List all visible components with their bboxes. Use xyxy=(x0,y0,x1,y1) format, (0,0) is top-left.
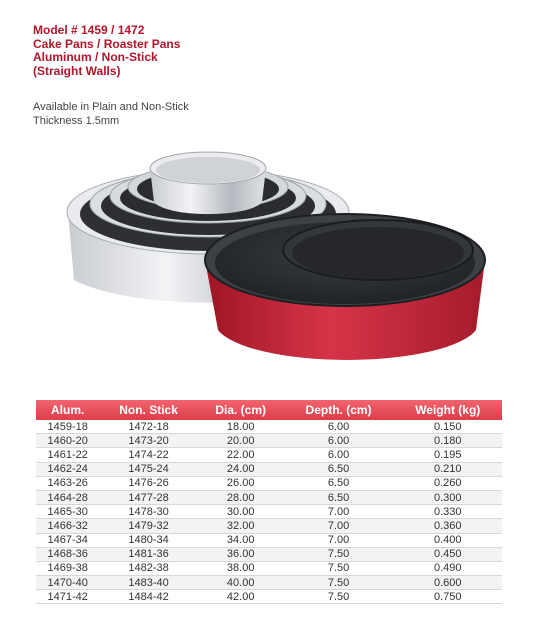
table-row xyxy=(36,448,502,462)
cell-diameter: 28.00 xyxy=(198,490,284,504)
cell-diameter: 22.00 xyxy=(198,448,284,462)
col-weight: Weight (kg) xyxy=(393,400,502,420)
cell-non-stick: 1483-40 xyxy=(99,576,197,590)
cell-non-stick: 1473-20 xyxy=(99,434,197,448)
cell-weight: 0.330 xyxy=(393,505,502,519)
cell-weight: 0.750 xyxy=(393,590,502,604)
cell-diameter: 36.00 xyxy=(198,547,284,561)
cell-diameter: 20.00 xyxy=(198,434,284,448)
cell-weight: 0.360 xyxy=(393,519,502,533)
cell-non-stick: 1480-34 xyxy=(99,533,197,547)
cell-depth: 7.50 xyxy=(284,561,394,575)
table-row xyxy=(36,490,502,504)
cell-depth: 6.00 xyxy=(284,448,394,462)
cell-non-stick: 1481-36 xyxy=(99,547,197,561)
cell-alum: 1468-36 xyxy=(36,547,99,561)
cell-diameter: 24.00 xyxy=(198,462,284,476)
table-row xyxy=(36,434,502,448)
cell-non-stick: 1476-26 xyxy=(99,476,197,490)
cell-diameter: 26.00 xyxy=(198,476,284,490)
cell-diameter: 32.00 xyxy=(198,519,284,533)
cell-non-stick: 1477-28 xyxy=(99,490,197,504)
table-row xyxy=(36,462,502,476)
cell-depth: 7.00 xyxy=(284,533,394,547)
cell-depth: 6.00 xyxy=(284,420,394,434)
table-row xyxy=(36,561,502,575)
cell-non-stick: 1482-38 xyxy=(99,561,197,575)
material: Aluminum / Non-Stick xyxy=(33,50,158,64)
cell-alum: 1467-34 xyxy=(36,533,99,547)
cell-weight: 0.260 xyxy=(393,476,502,490)
cell-diameter: 38.00 xyxy=(198,561,284,575)
cell-alum: 1466-32 xyxy=(36,519,99,533)
cell-alum: 1463-26 xyxy=(36,476,99,490)
cell-non-stick: 1478-30 xyxy=(99,505,197,519)
col-depth: Depth. (cm) xyxy=(284,400,394,420)
cell-non-stick: 1475-24 xyxy=(99,462,197,476)
cell-diameter: 18.00 xyxy=(198,420,284,434)
cell-depth: 6.00 xyxy=(284,434,394,448)
cell-diameter: 34.00 xyxy=(198,533,284,547)
cell-depth: 7.50 xyxy=(284,590,394,604)
product-heading xyxy=(33,24,180,78)
cell-alum: 1470-40 xyxy=(36,576,99,590)
cell-alum: 1462-24 xyxy=(36,462,99,476)
cell-weight: 0.180 xyxy=(393,434,502,448)
cell-weight: 0.150 xyxy=(393,420,502,434)
cell-weight: 0.600 xyxy=(393,576,502,590)
table-row xyxy=(36,519,502,533)
table-row xyxy=(36,590,502,604)
thickness-text: Thickness 1.5mm xyxy=(33,115,120,127)
cell-diameter: 30.00 xyxy=(198,505,284,519)
product-description xyxy=(33,100,189,128)
availability-text: Available in Plain and Non-Stick xyxy=(33,101,189,113)
table-row xyxy=(36,420,502,434)
col-diameter: Dia. (cm) xyxy=(198,400,284,420)
cell-non-stick: 1479-32 xyxy=(99,519,197,533)
model-number: Model # 1459 / 1472 xyxy=(33,23,145,37)
cell-depth: 6.50 xyxy=(284,490,394,504)
product-photo xyxy=(40,140,510,385)
product-name: Cake Pans / Roaster Pans xyxy=(33,36,181,51)
cell-depth: 7.50 xyxy=(284,576,394,590)
table-row xyxy=(36,476,502,490)
table-row xyxy=(36,505,502,519)
table-row xyxy=(36,576,502,590)
cell-depth: 7.00 xyxy=(284,519,394,533)
cell-depth: 6.50 xyxy=(284,462,394,476)
cell-non-stick: 1484-42 xyxy=(99,590,197,604)
cell-weight: 0.195 xyxy=(393,448,502,462)
cell-alum: 1459-18 xyxy=(36,420,99,434)
specs-table xyxy=(36,400,502,604)
cell-alum: 1471-42 xyxy=(36,590,99,604)
cell-diameter: 42.00 xyxy=(198,590,284,604)
cell-non-stick: 1472-18 xyxy=(99,420,197,434)
col-alum: Alum. xyxy=(36,400,99,420)
cell-alum: 1461-22 xyxy=(36,448,99,462)
table-header-row xyxy=(36,400,502,420)
table-row xyxy=(36,533,502,547)
cell-weight: 0.210 xyxy=(393,462,502,476)
col-non-stick: Non. Stick xyxy=(99,400,197,420)
cell-diameter: 40.00 xyxy=(198,576,284,590)
cell-weight: 0.400 xyxy=(393,533,502,547)
cell-alum: 1464-28 xyxy=(36,490,99,504)
cell-alum: 1469-38 xyxy=(36,561,99,575)
wall-style: (Straight Walls) xyxy=(33,63,121,78)
cell-alum: 1460-20 xyxy=(36,434,99,448)
cell-weight: 0.490 xyxy=(393,561,502,575)
cell-depth: 7.00 xyxy=(284,505,394,519)
cell-weight: 0.300 xyxy=(393,490,502,504)
cell-depth: 7.50 xyxy=(284,547,394,561)
table-row xyxy=(36,547,502,561)
cell-alum: 1465-30 xyxy=(36,505,99,519)
non-stick-pans xyxy=(205,214,485,360)
cell-weight: 0.450 xyxy=(393,547,502,561)
cell-depth: 6.50 xyxy=(284,476,394,490)
cell-non-stick: 1474-22 xyxy=(99,448,197,462)
